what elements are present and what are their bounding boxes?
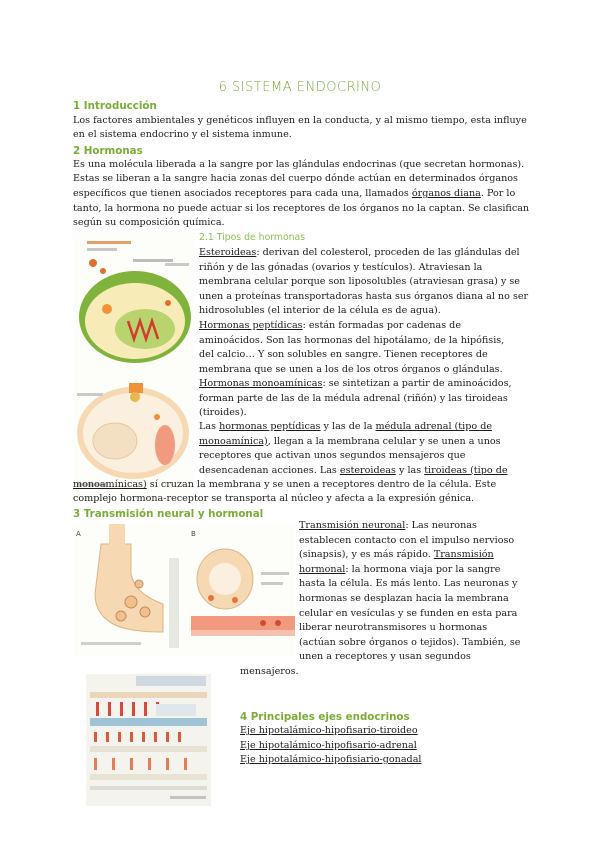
text-span: : se sintetizan a partir de aminoácidos, <box>322 378 512 389</box>
monoaminica-ref: monoamínica) <box>199 435 268 447</box>
text-line: unen a proteínas transportadoras hasta sus órganos diana al no ser <box>199 290 529 302</box>
text-line <box>199 464 527 479</box>
monoaminicas-term: Hormonas monoamínicas <box>199 378 323 389</box>
text-line: receptores que activan unos segundos mensajeros que <box>199 450 466 462</box>
text-line <box>299 563 527 578</box>
synapse-diagram-image <box>73 524 295 656</box>
endocrine-axis-image <box>86 674 211 806</box>
text-line: hidrosolubles (el interior de la célula es de agua). <box>199 305 441 317</box>
esteroideas-ref: esteroideas <box>339 464 396 476</box>
text-line: hasta la célula. Es más lento. Las neuronas y <box>299 578 518 590</box>
text-span: : están formadas por cadenas de <box>302 320 461 331</box>
section-2-1-heading: 2.1 Tipos de hormonas <box>199 232 306 243</box>
section-2-heading: 2 Hormonas <box>73 145 143 157</box>
text-line: (tiroides). <box>199 407 247 419</box>
cruzan-line <box>73 478 496 493</box>
intro-line-1: Los factores ambientales y genéticos influyen en la conducta, y al mismo tiempo, esta influye <box>73 115 527 126</box>
text-span: y las <box>395 464 425 476</box>
intro-line-2: en el sistema endocrino y el sistema inmune. <box>73 129 292 140</box>
text-span: desencadenan acciones. Las <box>199 464 340 476</box>
esteroideas-paragraph <box>199 246 527 319</box>
esteroideas-term: Esteroideas <box>199 247 257 258</box>
hormonal-term: hormonal <box>299 563 346 575</box>
peptidicas-paragraph <box>199 319 527 377</box>
hormonas-line-2: Estas se liberan a la sangre hacia zonas del cuerpo dónde actúan en determinados órganos <box>73 173 518 184</box>
fig-b-label: B <box>191 530 196 538</box>
text-line <box>199 319 527 334</box>
text-line <box>199 435 527 450</box>
text-span: sí cruzan la membrana y se unen a receptores dentro de la célula. Este <box>146 479 497 490</box>
eje-gonadal: Eje hipotalámico-hipofisiario-gonadal <box>240 754 422 765</box>
text-line: riñón y de las gónadas (ovarios y testículos). Atraviesan la <box>199 261 483 273</box>
text-span: , llegan a la membrana celular y se unen a unos <box>267 435 501 447</box>
text-line <box>199 246 527 261</box>
text-line: (actúan sobre órganos o tejidos). También, se <box>299 636 521 648</box>
text-span: específicos que tienen asociados receptores para cada una, llamados <box>73 188 412 199</box>
text-line <box>199 377 527 392</box>
text-span: . Por lo <box>480 188 516 199</box>
monoaminicas-paragraph <box>199 377 527 421</box>
complejo-line: complejo hormona-receptor se transporta al núcleo y afecta a la expresión génica. <box>73 493 475 504</box>
hormonas-line-1: Es una molécula liberada a la sangre por las glándulas endocrinas (que secretan hormonas). <box>73 159 525 170</box>
peptidicas-term: Hormonas peptídicas <box>199 320 303 331</box>
organos-diana-term: órganos diana <box>411 188 481 199</box>
text-line: unen a receptores y usan segundos <box>299 651 471 663</box>
hormonas-line-3 <box>73 187 515 202</box>
text-line: establecen contacto con el impulso nervioso <box>299 534 515 546</box>
text-line: hormonas se desplazan hacia la membrana <box>299 592 509 604</box>
tiroideas-ref: tiroideas (tipo de <box>424 464 508 476</box>
fig-a-label: A <box>76 530 81 538</box>
text-line: membrana celular porque son liposolubles (atraviesan grasa) y se <box>199 276 520 288</box>
text-span: (sinapsis), y es más rápido. <box>299 549 434 561</box>
eje-adrenal: Eje hipotalámico-hipofisario-adrenal <box>240 740 417 751</box>
text-line <box>299 548 527 563</box>
transmision-neuronal-term: Transmisión neuronal <box>299 520 406 531</box>
receptores-paragraph <box>199 420 527 478</box>
medula-adrenal-ref: médula adrenal (tipo de <box>375 421 493 432</box>
mensajeros-line: mensajeros. <box>240 666 299 677</box>
text-line: celular en vesículas y se funden en esta para <box>299 607 518 619</box>
section-1-heading: 1 Introducción <box>73 100 157 112</box>
text-span: : la hormona viaja por la sangre <box>345 563 501 575</box>
peptidicas-ref: hormonas peptídicas <box>219 421 321 432</box>
text-line: aminoácidos. Son las hormonas del hipotálamo, de la hipófisis, <box>199 334 505 346</box>
page-title: 6 SISTEMA ENDOCRINO <box>218 80 382 95</box>
monoaminicas-ref: monoamínicas) <box>73 479 147 490</box>
text-span: : Las neuronas <box>405 520 477 531</box>
text-line: liberar neurotransmisores u hormonas <box>299 622 488 634</box>
eje-tiroideo: Eje hipotalámico-hipofisario-tiroideo <box>240 725 418 736</box>
section-4-heading: 4 Principales ejes endocrinos <box>240 711 410 723</box>
text-line <box>299 519 527 534</box>
hormonas-line-4: tanto, la hormona no puede actuar si los receptores de los órganos no la captan. Se clasifican <box>73 203 530 214</box>
transmision-hormonal-term: Transmisión <box>433 549 494 561</box>
text-span: Las <box>199 421 220 432</box>
text-line: membrana que se unen a los de los otros órganos o glándulas. <box>199 363 503 375</box>
text-line <box>199 420 527 435</box>
hormonas-line-5: según su composición química. <box>73 217 225 228</box>
transmision-paragraph <box>299 519 527 665</box>
text-span: : derivan del colesterol, proceden de las glándulas del <box>256 247 520 258</box>
text-line: forman parte de las de la médula adrenal (riñón) y las tiroideas <box>199 392 508 404</box>
text-line: del calcio… Y son solubles en sangre. Tienen receptores de <box>199 349 488 361</box>
cell-diagram-image <box>73 233 195 500</box>
text-span: y las de la <box>320 421 376 432</box>
section-3-heading: 3 Transmisión neural y hormonal <box>73 508 264 520</box>
